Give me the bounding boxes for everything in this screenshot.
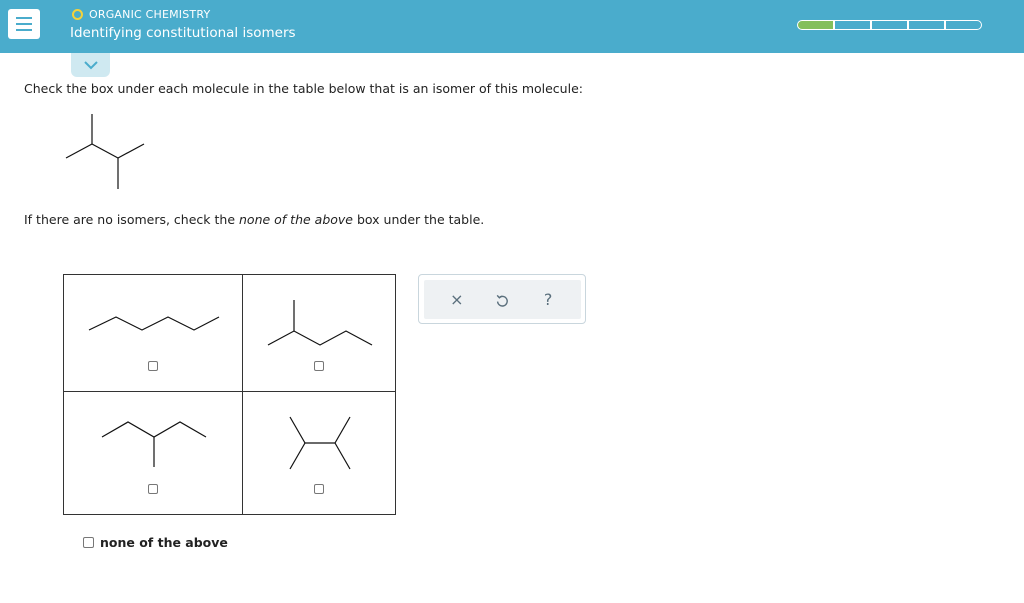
instruction-note (24, 212, 484, 227)
topic-row (72, 8, 210, 21)
note-emphasis: none of the above (239, 212, 353, 227)
isomer-checkbox-2[interactable] (314, 361, 324, 371)
note-text-end: box under the table. (353, 212, 485, 227)
target-molecule (60, 110, 160, 195)
progress-segment-3 (871, 20, 908, 30)
answer-tools-panel (418, 274, 586, 324)
menu-bar-line (16, 17, 32, 19)
none-of-the-above-label[interactable]: none of the above (100, 535, 228, 550)
table-cell-1 (64, 275, 243, 392)
table-cell-3 (64, 392, 243, 514)
progress-segment-4 (908, 20, 945, 30)
none-of-the-above-checkbox[interactable] (83, 537, 94, 548)
progress-bar (797, 20, 982, 30)
molecule-3-methylpentane (64, 392, 243, 514)
hamburger-icon[interactable] (8, 9, 40, 39)
topic-label: ORGANIC CHEMISTRY (89, 8, 211, 21)
header-bar (0, 0, 1024, 53)
question-icon[interactable]: ? (543, 290, 553, 309)
progress-segment-1 (797, 20, 834, 30)
question-prompt: Check the box under each molecule in the table below that is an isomer of this molecule: (24, 81, 583, 96)
chevron-down-icon (84, 61, 98, 70)
answer-table (63, 274, 396, 515)
none-of-the-above-row (83, 535, 228, 550)
menu-bar-line (16, 23, 32, 25)
tools-bar (424, 280, 581, 319)
isomer-checkbox-3[interactable] (148, 484, 158, 494)
note-text-start: If there are no isomers, check the (24, 212, 239, 227)
undo-arrow-shape (495, 293, 509, 307)
menu-bar-line (16, 29, 32, 31)
isomer-checkbox-4[interactable] (314, 484, 324, 494)
progress-segment-2 (834, 20, 871, 30)
isomer-checkbox-1[interactable] (148, 361, 158, 371)
x-icon[interactable]: × (450, 290, 464, 309)
progress-segment-5 (945, 20, 982, 30)
molecule-hexane (64, 275, 243, 392)
collapse-header-button[interactable] (71, 53, 110, 77)
page-title: Identifying constitutional isomers (70, 25, 296, 41)
molecule-2-2-3-trimethylbutane (243, 392, 396, 514)
table-cell-2 (243, 275, 396, 392)
topic-status-icon (72, 9, 83, 20)
molecule-2-methylpentane (243, 275, 396, 392)
table-cell-4 (243, 392, 396, 514)
undo-icon[interactable] (490, 288, 514, 312)
